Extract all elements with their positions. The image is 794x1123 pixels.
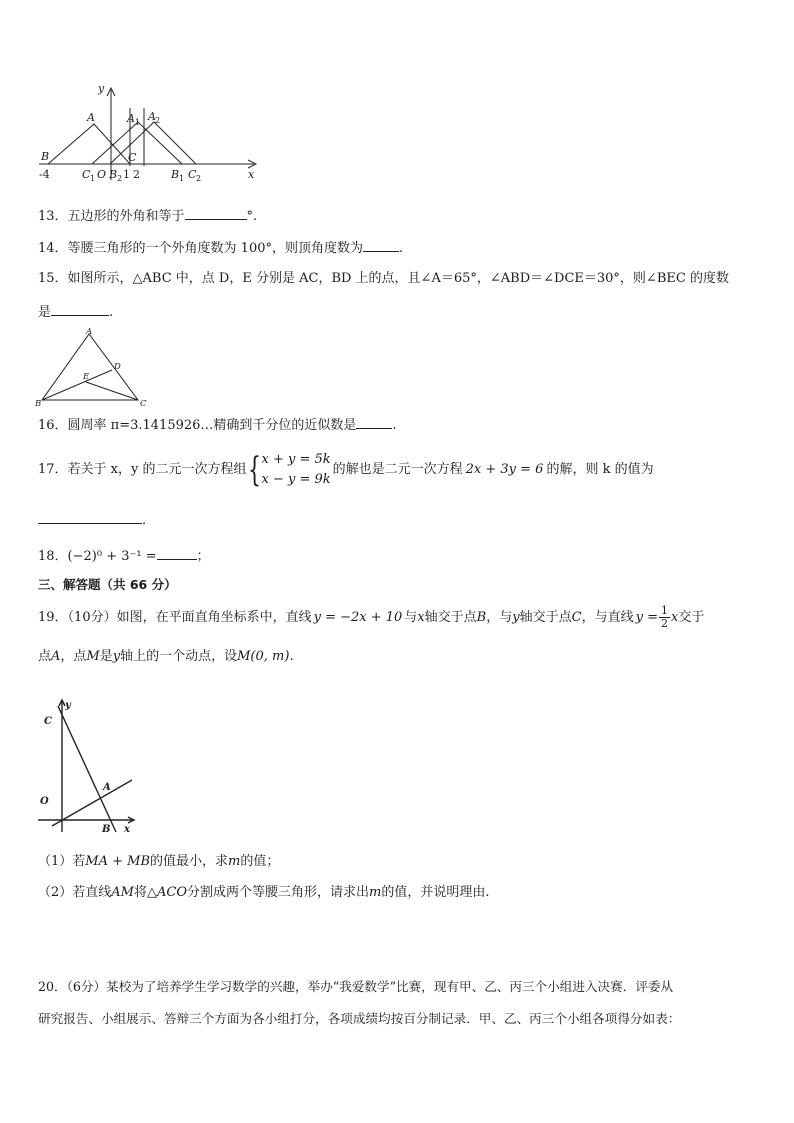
q14-suffix: . bbox=[399, 241, 404, 256]
q19-fraction-half: $\frac{1}{2}$ bbox=[660, 604, 668, 630]
label-B1: B bbox=[171, 168, 180, 181]
label-B: B bbox=[41, 150, 50, 163]
label-x: x bbox=[248, 168, 255, 181]
q18-label: 18． bbox=[38, 549, 68, 564]
q19-m-2: m bbox=[369, 885, 382, 900]
q19-sub2-mid: 将 bbox=[133, 885, 147, 900]
label-A: A bbox=[86, 327, 93, 337]
triangle-outline bbox=[42, 334, 138, 400]
q19-text-11: 轴上的一个动点，设 bbox=[120, 649, 238, 664]
label-B2: B bbox=[109, 168, 118, 181]
label-y: y bbox=[65, 700, 71, 711]
label-B: B bbox=[35, 399, 42, 408]
label-C2-sub: 2 bbox=[196, 174, 202, 183]
q19-point-B: B bbox=[476, 610, 487, 625]
label-E: E bbox=[83, 372, 90, 382]
q14-answer-blank[interactable] bbox=[363, 238, 399, 252]
question-16 bbox=[38, 415, 397, 435]
q19-point-M: M bbox=[86, 649, 100, 664]
q19-text-12: . bbox=[289, 649, 294, 664]
q15-suffix: . bbox=[109, 305, 114, 320]
q13-text: 13．五边形的外角和等于 bbox=[38, 209, 185, 224]
figure-coordinate-triangles bbox=[34, 80, 274, 185]
label-x: x bbox=[124, 824, 130, 835]
label-A2: A bbox=[148, 110, 156, 123]
q19-sub1-mid: 的值最小，求 bbox=[150, 854, 229, 869]
section-3-heading: 三、解答题（共 66 分） bbox=[38, 577, 177, 592]
q19-point-C: C bbox=[571, 610, 582, 625]
triangle-abc bbox=[48, 124, 130, 164]
q17-eq2: x − y = 9k bbox=[261, 471, 331, 487]
label-2: 2 bbox=[133, 168, 140, 181]
label-B2-sub: 2 bbox=[117, 174, 123, 183]
q19-line2-rhs: x bbox=[670, 610, 679, 625]
label-O: O bbox=[97, 168, 107, 181]
q19-sub2-mid2: 分割成两个等腰三角形，请求出 bbox=[187, 885, 370, 900]
q14-text: 14．等腰三角形的一个外角度数为 100°，则顶角度数为 bbox=[38, 241, 363, 256]
question-19-line2 bbox=[38, 648, 294, 666]
q17-equation-system: { x + y = 5k x − y = 9k bbox=[248, 449, 331, 490]
q17-answer-suffix: . bbox=[142, 513, 147, 528]
q18-expr: (−2)⁰ + 3⁻¹ = bbox=[67, 549, 157, 564]
label-C: C bbox=[128, 151, 137, 164]
q16-answer-blank[interactable] bbox=[356, 415, 392, 429]
segment-ce bbox=[86, 382, 138, 400]
question-15-line1: 15．如图所示，△ABC 中，点 D，E 分别是 AC，BD 上的点，且∠A＝65°，∠ABD＝∠DCE＝30°，则∠BEC 的度数 bbox=[38, 271, 729, 286]
question-15-line2 bbox=[38, 302, 113, 322]
triangle-a1b1c1 bbox=[92, 122, 182, 164]
q16-suffix: . bbox=[392, 418, 397, 433]
q17-suffix: 的解，则 k 的值为 bbox=[546, 462, 654, 477]
question-19-part2 bbox=[38, 884, 489, 902]
label-minus4: -4 bbox=[39, 168, 50, 181]
q13-answer-blank[interactable] bbox=[185, 206, 247, 220]
label-C1-sub: 1 bbox=[90, 174, 96, 183]
q19-text-7: 交于 bbox=[678, 610, 705, 625]
question-17 bbox=[38, 448, 654, 492]
q19-M-coordinate: M(0, m) bbox=[237, 649, 290, 664]
q19-text-5: 轴交于点 bbox=[519, 610, 572, 625]
q19-text-4: ，与 bbox=[486, 610, 513, 625]
label-C: C bbox=[44, 716, 52, 727]
q19-line2-lhs: y = bbox=[635, 610, 658, 625]
label-1: 1 bbox=[123, 168, 130, 181]
label-y: y bbox=[98, 82, 105, 95]
question-18 bbox=[38, 546, 210, 566]
line-oa bbox=[52, 780, 132, 826]
label-A: A bbox=[87, 111, 95, 124]
question-19-part1 bbox=[38, 853, 279, 871]
q19-y-2: y bbox=[112, 649, 121, 664]
label-A: A bbox=[103, 782, 111, 793]
q17-eq1: x + y = 5k bbox=[261, 451, 331, 467]
label-A1: A bbox=[127, 112, 135, 125]
q19-text-6: ，与直线 bbox=[581, 610, 634, 625]
q19-text-9: ，点 bbox=[60, 649, 87, 664]
q19-text-2: 与 bbox=[404, 610, 418, 625]
q17-eq3: 2x + 3y = 6 bbox=[465, 462, 544, 477]
q19-text-3: 轴交于点 bbox=[424, 610, 477, 625]
line-cb bbox=[58, 706, 116, 832]
question-20-line2: 研究报告、小组展示、答辩三个方面为各小组打分，各项成绩均按百分制记录．甲、乙、丙三个小组各项得分如表： bbox=[38, 1011, 681, 1026]
label-C2: C bbox=[188, 168, 197, 181]
question-13 bbox=[38, 206, 257, 226]
q19-sub2-prefix: （2）若直线 bbox=[38, 885, 112, 900]
q19-sub1-expr: MA + MB bbox=[85, 854, 151, 869]
q19-line-equation: y = −2x + 10 bbox=[313, 610, 403, 625]
q17-middle: 的解也是二元一次方程 bbox=[332, 462, 463, 477]
label-B1-sub: 1 bbox=[179, 174, 185, 183]
q19-AM: AM bbox=[111, 885, 134, 900]
label-C1: C bbox=[82, 168, 91, 181]
q19-sub1-prefix: （1）若 bbox=[38, 854, 86, 869]
q15-prefix: 是 bbox=[38, 305, 52, 320]
label-A1-sub: 1 bbox=[135, 118, 141, 127]
question-14 bbox=[38, 238, 403, 258]
q19-y: y bbox=[512, 610, 520, 625]
q19-point-A: A bbox=[51, 649, 61, 664]
q19-text-8: 点 bbox=[38, 649, 52, 664]
triangle-a2b2c2 bbox=[110, 122, 196, 164]
q13-suffix: °. bbox=[246, 209, 258, 224]
q19-sub1-suffix: 的值； bbox=[240, 854, 280, 869]
label-D: D bbox=[114, 362, 121, 372]
q16-text: 16．圆周率 π=3.1415926…精确到千分位的近似数是 bbox=[38, 418, 357, 433]
q19-text-10: 是 bbox=[99, 649, 113, 664]
q19-sub2-suffix: 的值，并说明理由. bbox=[381, 885, 490, 900]
figure-coordinate-lines bbox=[34, 692, 146, 838]
label-B: B bbox=[102, 824, 111, 835]
q17-answer-blank[interactable] bbox=[38, 510, 142, 524]
question-19-line1 bbox=[38, 604, 704, 632]
label-C: C bbox=[140, 399, 147, 408]
q19-m: m bbox=[228, 854, 241, 869]
figure-triangle-abc bbox=[34, 326, 154, 408]
q19-ACO: △ACO bbox=[147, 885, 187, 900]
question-17-answer bbox=[38, 510, 146, 530]
q18-answer-blank[interactable] bbox=[157, 546, 197, 560]
q19-x: x bbox=[417, 610, 425, 625]
label-O: O bbox=[40, 796, 49, 807]
label-A2-sub: 2 bbox=[155, 116, 161, 125]
q19-text-1: 19．（10分）如图，在平面直角坐标系中，直线 bbox=[38, 610, 312, 625]
q15-answer-blank[interactable] bbox=[51, 302, 109, 316]
q17-prefix: 17．若关于 x，y 的二元一次方程组 bbox=[38, 462, 247, 477]
q18-suffix: ； bbox=[196, 549, 210, 564]
question-20-line1: 20．（6分）某校为了培养学生学习数学的兴趣，举办“我爱数学”比赛，现有甲、乙、丙三个小组进入决赛．评委从 bbox=[38, 979, 674, 994]
